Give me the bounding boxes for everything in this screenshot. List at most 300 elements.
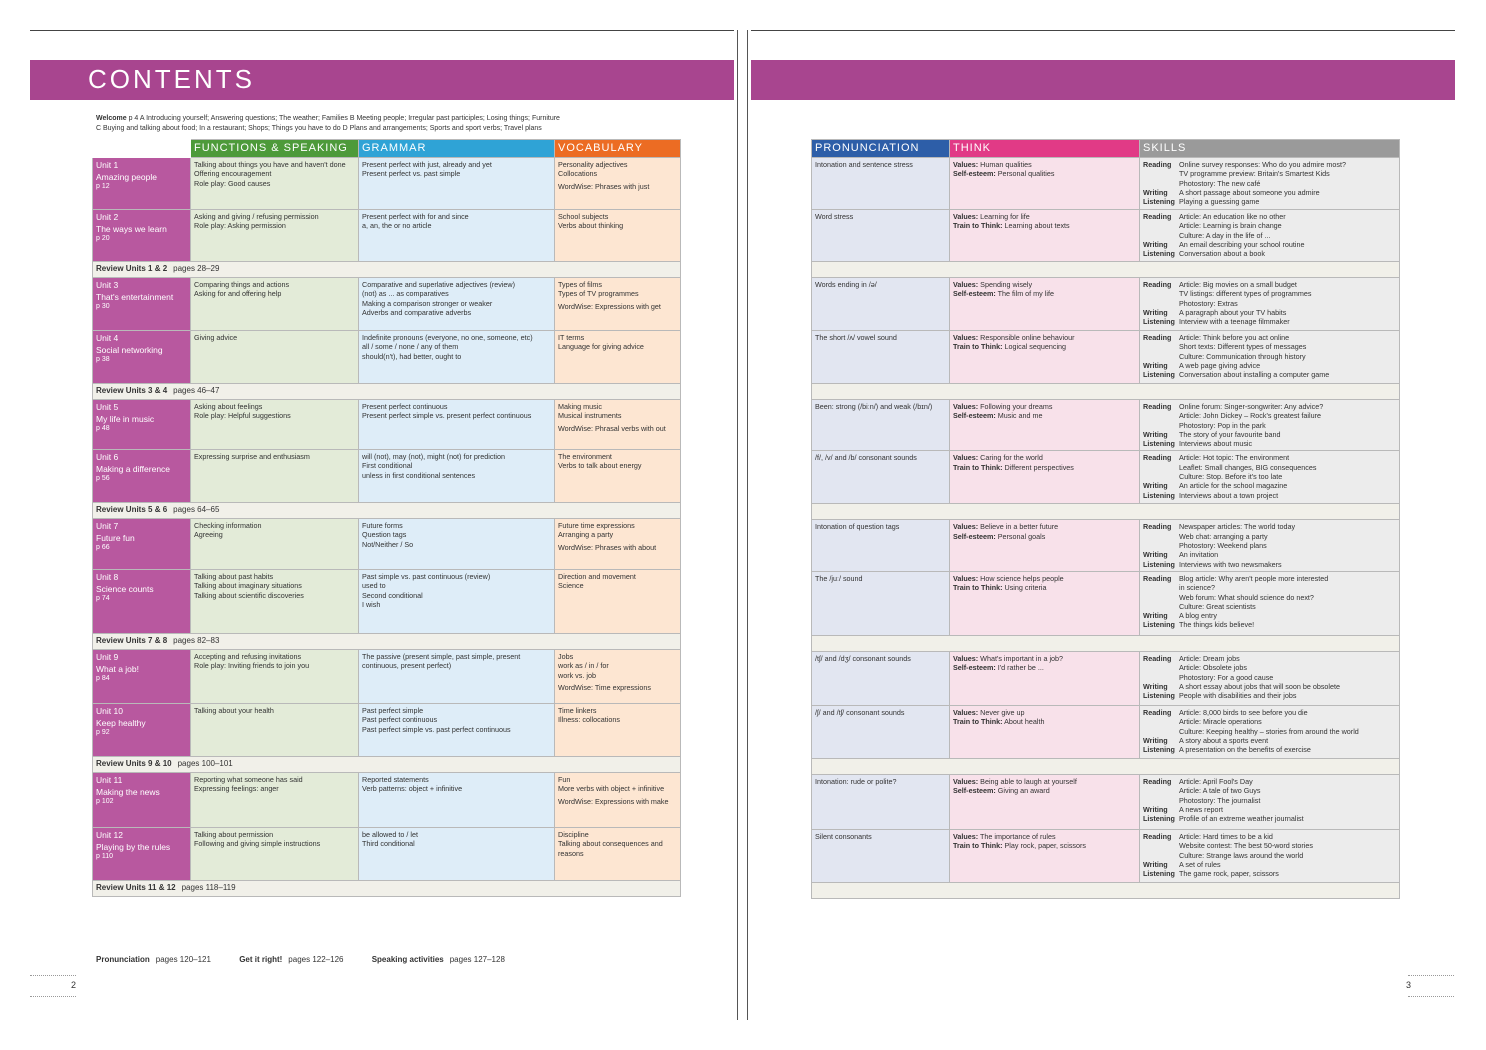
unit-cell [93, 400, 191, 450]
skills-group [1143, 430, 1396, 439]
think-line [953, 717, 1136, 726]
skills-item: A web page giving advice [1179, 360, 1261, 370]
think-value: Caring for the world [980, 453, 1043, 463]
skills-group [1143, 574, 1396, 611]
unit-title: That's entertainment [96, 292, 174, 302]
unit-row [93, 278, 681, 331]
think-cell [950, 451, 1140, 504]
functions-item: Accepting and refusing invitations [194, 652, 302, 661]
functions-item: Expressing surprise and enthusiasm [194, 452, 310, 461]
skills-item: Profile of an extreme weather journalist [1179, 814, 1304, 824]
grammar-item: should(n't), had better, ought to [362, 351, 462, 361]
think-label: Values: [953, 333, 979, 342]
think-label: Self-esteem: [953, 531, 996, 541]
skills-line [1143, 522, 1396, 531]
review-row [93, 881, 681, 897]
skills-group [1143, 491, 1396, 500]
header-blank [93, 140, 191, 158]
skills-line [1143, 169, 1396, 178]
grammar-cell [359, 570, 555, 634]
skills-line [1143, 453, 1396, 462]
skills-item: Photostory: Pop in the park [1179, 420, 1266, 430]
think-label: Values: [953, 707, 979, 717]
review-row [93, 262, 681, 278]
unit-number: Unit 5 [96, 402, 119, 412]
skills-line [1143, 851, 1396, 860]
top-rule-left [30, 30, 734, 31]
skills-item: Article: Learning is brain change [1179, 221, 1282, 231]
vocabulary-item: Time linkers [558, 706, 597, 715]
vocabulary-item: Fun [558, 775, 571, 784]
unit-number: Unit 2 [96, 212, 119, 222]
skills-item: Culture: A day in the life of ... [1179, 230, 1271, 240]
skills-item: Article: Big movies on a small budget [1179, 280, 1297, 289]
skills-line [1143, 333, 1396, 342]
functions-item: Asking and giving / refusing permission [194, 212, 319, 221]
skills-line [1143, 550, 1396, 559]
pronunciation-item: /tʃ/ and /dʒ/ consonant sounds [815, 653, 911, 663]
skills-item: Short texts: Different types of messages [1179, 342, 1307, 352]
skills-label: Writing [1143, 804, 1168, 814]
skills-group [1143, 691, 1396, 700]
grammar-cell [359, 450, 555, 503]
review-cell [93, 262, 681, 278]
skills-item: A paragraph about your TV habits [1179, 307, 1287, 317]
unit-cell [93, 278, 191, 331]
pronunciation-cell [812, 571, 950, 635]
functions-item: Agreeing [194, 530, 223, 540]
unit-page: p 102 [96, 798, 114, 805]
page-spine-right [747, 30, 748, 1020]
think-value: Learning about texts [1004, 221, 1070, 231]
skills-line [1143, 249, 1396, 258]
vocabulary-item: Arranging a party [558, 530, 614, 540]
unit-cell [93, 828, 191, 881]
skills-line [1143, 654, 1396, 663]
skills-row [812, 400, 1400, 451]
skills-label: Listening [1143, 439, 1175, 449]
think-line [953, 289, 1136, 298]
back-matter-footer [96, 955, 531, 964]
skills-item: The things kids believe! [1179, 620, 1255, 630]
think-value: Spending wisely [980, 280, 1033, 289]
unit-title: My life in music [96, 414, 155, 424]
functions-item: Asking for and offering help [194, 289, 282, 299]
vocabulary-cell [555, 650, 681, 704]
skills-line [1143, 463, 1396, 472]
pronunciation-item: /ʃ/ and /tʃ/ consonant sounds [815, 707, 905, 717]
unit-title: What a job! [96, 664, 139, 674]
grammar-item: will (not), may (not), might (not) for prediction [362, 452, 505, 461]
functions-cell [191, 773, 359, 828]
functions-item: Reporting what someone has said [194, 775, 303, 784]
functions-item: Talking about things you have and haven't done [194, 160, 346, 169]
review-row [93, 503, 681, 519]
welcome-label: Welcome [96, 115, 127, 122]
skills-label: Listening [1143, 249, 1175, 259]
skills-item: A news report [1179, 804, 1223, 814]
vocabulary-item: IT terms [558, 333, 585, 342]
think-cell [950, 331, 1140, 384]
review-gap-cell [812, 635, 1400, 651]
vocabulary-item: Verbs to talk about energy [558, 461, 642, 471]
skills-item: Newspaper articles: The world today [1179, 522, 1296, 532]
footer-speaking-pages: pages 127–128 [449, 955, 505, 964]
pronunciation-cell [812, 705, 950, 758]
skills-item: Conversation about installing a computer game [1179, 370, 1330, 380]
skills-item: A short passage about someone you admire [1179, 187, 1320, 197]
skills-cell [1140, 158, 1400, 210]
skills-line [1143, 289, 1396, 298]
skills-row [812, 451, 1400, 504]
skills-item: An invitation [1179, 550, 1219, 560]
skills-line [1143, 361, 1396, 370]
think-value: I'd rather be ... [997, 663, 1044, 673]
skills-line [1143, 777, 1396, 786]
unit-title: Science counts [96, 584, 154, 594]
top-rule-right [751, 30, 1455, 31]
unit-title: Making a difference [96, 464, 171, 474]
skills-label: Reading [1143, 653, 1172, 663]
grammar-item: Question tags [362, 530, 407, 540]
grammar-item: Present perfect vs. past simple [362, 169, 461, 179]
think-line [953, 786, 1136, 795]
think-line [953, 574, 1136, 583]
pronunciation-item: Silent consonants [815, 831, 872, 841]
functions-item: Role play: Asking permission [194, 221, 286, 231]
review-pages: pages 82–83 [173, 636, 220, 645]
welcome-line-1: A Introducing yourself; Answering questions; The weather; Families B Meeting people; Irregular past participles; Losing things; Furniture [139, 115, 560, 122]
header-skills: SKILLS [1140, 140, 1400, 158]
think-label: Train to Think: [953, 462, 1003, 472]
think-cell [950, 571, 1140, 635]
unit-row [93, 570, 681, 634]
unit-title: Playing by the rules [96, 842, 171, 852]
skills-label: Writing [1143, 239, 1168, 249]
grammar-cell [359, 331, 555, 384]
skills-item: The game rock, paper, scissors [1179, 869, 1279, 879]
functions-item: Expressing feelings: anger [194, 784, 279, 794]
skills-label: Listening [1143, 691, 1175, 701]
page-number-rule-right-top [1408, 975, 1454, 976]
footer-get-it-right-pages: pages 122–126 [288, 955, 344, 964]
skills-label: Writing [1143, 360, 1168, 370]
skills-group [1143, 370, 1396, 379]
skills-line [1143, 736, 1396, 745]
skills-group [1143, 832, 1396, 860]
grammar-item: Present perfect simple vs. present perfect continuous [362, 411, 532, 421]
grammar-item: a, an, the or no article [362, 221, 432, 231]
grammar-item: Verb patterns: object + infinitive [362, 784, 463, 794]
header-think: THINK [950, 140, 1140, 158]
skills-cell [1140, 451, 1400, 504]
vocabulary-cell [555, 450, 681, 503]
unit-title: Social networking [96, 345, 163, 355]
unit-row [93, 158, 681, 210]
think-line [953, 333, 1136, 342]
think-cell [950, 210, 1140, 262]
think-cell [950, 278, 1140, 331]
review-cell [93, 881, 681, 897]
think-line [953, 342, 1136, 351]
skills-group [1143, 550, 1396, 559]
welcome-line-2: C Buying and talking about food; In a restaurant; Shops; Things you have to do D Plans and arrangements; Sports and sport verbs; Travel plans [96, 125, 542, 132]
think-line [953, 280, 1136, 289]
functions-item: Checking information [194, 521, 262, 530]
think-line [953, 841, 1136, 850]
unit-title: Making the news [96, 787, 160, 797]
footer-speaking-label: Speaking activities [371, 955, 444, 964]
contents-table [92, 139, 681, 897]
functions-cell [191, 278, 359, 331]
think-cell [950, 829, 1140, 882]
vocabulary-item: Types of films [558, 280, 602, 289]
skills-group [1143, 708, 1396, 736]
vocabulary-item: School subjects [558, 212, 609, 221]
vocabulary-cell [555, 158, 681, 210]
functions-item: Talking about scientific discoveries [194, 590, 304, 600]
skills-line [1143, 682, 1396, 691]
skills-line [1143, 308, 1396, 317]
skills-group [1143, 197, 1396, 206]
think-label: Self-esteem: [953, 411, 996, 421]
pronunciation-item: Word stress [815, 212, 854, 221]
functions-cell [191, 210, 359, 262]
vocabulary-cell [555, 773, 681, 828]
skills-group [1143, 212, 1396, 240]
pronunciation-item: /f/, /v/ and /b/ consonant sounds [815, 453, 917, 463]
skills-item: Interviews with two newsmakers [1179, 559, 1282, 569]
unit-title: Amazing people [96, 172, 157, 182]
grammar-item: Present perfect with just, already and yet [362, 160, 492, 169]
unit-number: Unit 12 [96, 830, 123, 840]
skills-cell [1140, 210, 1400, 262]
vocabulary-item: work vs. job [558, 670, 596, 680]
skills-line [1143, 796, 1396, 805]
skills-group [1143, 611, 1396, 620]
skills-item: Culture: Communication through history [1179, 351, 1306, 361]
unit-number: Unit 9 [96, 652, 119, 662]
vocabulary-item: WordWise: Time expressions [558, 682, 651, 692]
unit-page: p 12 [96, 183, 110, 190]
unit-page: p 38 [96, 356, 110, 363]
unit-title: Keep healthy [96, 718, 146, 728]
skills-line [1143, 212, 1396, 221]
skills-cell [1140, 520, 1400, 571]
skills-group [1143, 814, 1396, 823]
think-value: Believe in a better future [980, 522, 1059, 532]
functions-cell [191, 704, 359, 757]
vocabulary-item: Making music [558, 402, 602, 411]
think-line [953, 402, 1136, 411]
review-label: Review Units 9 & 10 [96, 759, 172, 768]
unit-page: p 48 [96, 425, 110, 432]
think-value: Human qualities [980, 160, 1032, 169]
think-value: What's important in a job? [980, 653, 1064, 663]
functions-item: Asking about feelings [194, 402, 263, 411]
unit-cell [93, 210, 191, 262]
skills-group [1143, 560, 1396, 569]
footer-pronunciation-pages: pages 120–121 [155, 955, 211, 964]
skills-row [812, 829, 1400, 882]
skills-label: Reading [1143, 212, 1172, 221]
think-label: Train to Think: [953, 583, 1003, 593]
skills-item: The story of your favourite band [1179, 429, 1281, 439]
skills-label: Writing [1143, 859, 1168, 869]
skills-item: A short essay about jobs that will soon be obsolete [1179, 681, 1341, 691]
think-line [953, 160, 1136, 169]
unit-cell [93, 158, 191, 210]
skills-cell [1140, 400, 1400, 451]
skills-item: Article: Hard times to be a kid [1179, 831, 1273, 841]
skills-label: Listening [1143, 197, 1175, 207]
think-value: Following your dreams [980, 402, 1053, 411]
grammar-item: Future forms [362, 521, 403, 530]
vocabulary-item: WordWise: Phrases with about [558, 542, 657, 552]
grammar-item: First conditional [362, 461, 413, 471]
page-number-right: 3 [1406, 980, 1412, 990]
skills-line [1143, 832, 1396, 841]
unit-number: Unit 6 [96, 452, 119, 462]
review-label: Review Units 7 & 8 [96, 636, 168, 645]
unit-number: Unit 8 [96, 572, 119, 582]
skills-group [1143, 481, 1396, 490]
skills-item: Culture: Stop. Before it's too late [1179, 472, 1283, 482]
skills-line [1143, 611, 1396, 620]
skills-line [1143, 439, 1396, 448]
skills-line [1143, 805, 1396, 814]
skills-label: Reading [1143, 280, 1172, 289]
think-line [953, 708, 1136, 717]
vocabulary-item: Talking about consequences and reasons [558, 839, 663, 858]
unit-row [93, 450, 681, 503]
vocabulary-item: Musical instruments [558, 411, 622, 421]
skills-group [1143, 240, 1396, 249]
grammar-item: Second conditional [362, 590, 423, 600]
think-value: Using criteria [1004, 583, 1047, 593]
skills-line [1143, 814, 1396, 823]
vocabulary-cell [555, 570, 681, 634]
think-label: Values: [953, 212, 979, 221]
think-label: Values: [953, 653, 979, 663]
skills-line [1143, 574, 1396, 583]
grammar-item: Present perfect continuous [362, 402, 448, 411]
functions-item: Talking about your health [194, 706, 274, 715]
vocabulary-item: WordWise: Phrasal verbs with out [558, 423, 666, 433]
skills-item: Leaflet: Small changes, BIG consequences [1179, 462, 1317, 472]
review-gap-cell [812, 384, 1400, 400]
review-gap-row [812, 882, 1400, 898]
review-pages: pages 118–119 [181, 883, 236, 892]
think-cell [950, 651, 1140, 705]
skills-group [1143, 280, 1396, 308]
think-value: The film of my life [997, 289, 1054, 299]
skills-item: TV listings: different types of programmes [1179, 289, 1312, 299]
grammar-cell [359, 278, 555, 331]
skills-line [1143, 491, 1396, 500]
functions-item: Giving advice [194, 333, 238, 342]
unit-row [93, 400, 681, 450]
pronunciation-cell [812, 651, 950, 705]
think-value: How science helps people [980, 573, 1064, 583]
skills-item: People with disabilities and their jobs [1179, 691, 1297, 701]
pronunciation-item: Intonation of question tags [815, 522, 900, 532]
think-value: Play rock, paper, scissors [1004, 841, 1087, 851]
grammar-item: Past simple vs. past continuous (review) [362, 572, 491, 581]
skills-row [812, 774, 1400, 829]
unit-page: p 66 [96, 544, 110, 551]
vocabulary-item: Future time expressions [558, 521, 635, 530]
skills-line [1143, 481, 1396, 490]
vocabulary-item: WordWise: Expressions with get [558, 301, 661, 311]
functions-cell [191, 331, 359, 384]
review-label: Review Units 1 & 2 [96, 264, 168, 273]
skills-item: A set of rules [1179, 859, 1221, 869]
functions-cell [191, 450, 359, 503]
skills-line [1143, 691, 1396, 700]
skills-row [812, 705, 1400, 758]
think-label: Self-esteem: [953, 663, 996, 673]
review-gap-row [812, 758, 1400, 774]
unit-number: Unit 10 [96, 706, 123, 716]
skills-group [1143, 188, 1396, 197]
skills-group [1143, 682, 1396, 691]
vocabulary-item: Verbs about thinking [558, 221, 624, 231]
think-value: Personal goals [997, 531, 1046, 541]
skills-label: Listening [1143, 814, 1175, 824]
skills-group [1143, 860, 1396, 869]
unit-title: The ways we learn [96, 224, 167, 234]
skills-item: Article: 8,000 birds to see before you die [1179, 707, 1308, 717]
skills-group [1143, 736, 1396, 745]
pronunciation-cell [812, 278, 950, 331]
grammar-cell [359, 828, 555, 881]
review-label: Review Units 5 & 6 [96, 505, 168, 514]
functions-item: Talking about permission [194, 830, 274, 839]
review-row [93, 634, 681, 650]
skills-item: A blog entry [1179, 611, 1217, 621]
skills-line [1143, 197, 1396, 206]
think-value: Being able to laugh at yourself [980, 776, 1077, 786]
skills-label: Writing [1143, 429, 1168, 439]
unit-page: p 110 [96, 853, 113, 860]
skills-line [1143, 786, 1396, 795]
vocabulary-cell [555, 519, 681, 570]
review-gap-row [812, 384, 1400, 400]
unit-number: Unit 7 [96, 521, 119, 531]
skills-item: Article: Dream jobs [1179, 653, 1240, 663]
skills-label: Listening [1143, 620, 1175, 630]
think-label: Values: [953, 522, 979, 532]
think-line [953, 522, 1136, 531]
think-line [953, 453, 1136, 462]
think-line [953, 212, 1136, 221]
think-line [953, 832, 1136, 841]
skills-group [1143, 522, 1396, 550]
skills-item: Photostory: For a good cause [1179, 672, 1274, 682]
skills-label: Writing [1143, 481, 1168, 491]
grammar-item: Past perfect simple vs. past perfect continuous [362, 724, 511, 734]
page-number-left: 2 [71, 980, 77, 990]
grammar-cell [359, 158, 555, 210]
skills-label: Reading [1143, 160, 1172, 169]
skills-line [1143, 299, 1396, 308]
functions-item: Talking about past habits [194, 572, 274, 581]
unit-row [93, 828, 681, 881]
skills-label: Reading [1143, 776, 1172, 786]
grammar-item: Comparative and superlative adjectives (review) [362, 280, 516, 289]
skills-group [1143, 745, 1396, 754]
